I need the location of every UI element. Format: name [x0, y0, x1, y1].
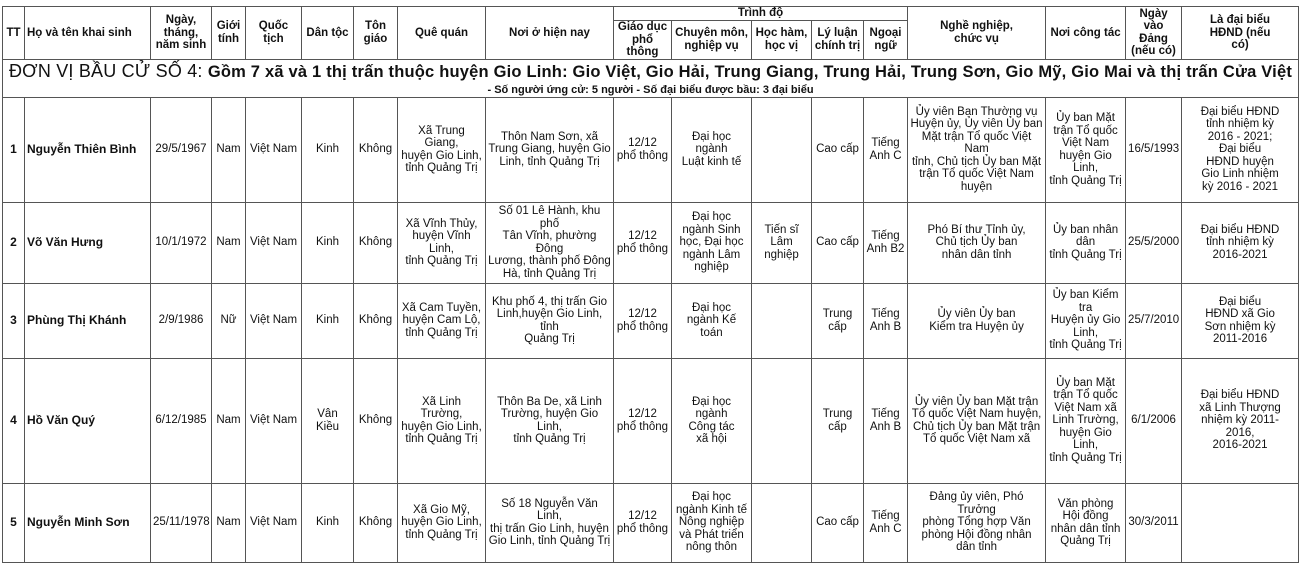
col-party-date: Ngày vào Đảng (nếu có): [1126, 7, 1182, 60]
table-row: [3, 358, 1299, 483]
cell-general-edu: 12/12 phổ thông: [614, 483, 672, 562]
table-row: [3, 283, 1299, 358]
cell-academic: [752, 483, 812, 562]
cell-workplace: Ủy ban nhân dân tỉnh Quảng Trị: [1046, 202, 1126, 283]
candidate-table: [2, 6, 1299, 563]
cell-nationality: Việt Nam: [246, 483, 302, 562]
cell-gender: Nam: [212, 97, 246, 202]
cell-nationality: Việt Nam: [246, 358, 302, 483]
cell-workplace: Văn phòng Hội đồng nhân dân tỉnh Quảng Trị: [1046, 483, 1126, 562]
cell-hometown: Xã Cam Tuyền, huyện Cam Lộ, tỉnh Quảng Trị: [398, 283, 486, 358]
unit-title-row: [3, 59, 1299, 84]
col-delegate: Là đại biểu HĐND (nếu có): [1182, 7, 1299, 60]
cell-delegate: Đại biểu HĐND xã Linh Thượng nhiệm kỳ 2011- 2016, 2016-2021: [1182, 358, 1299, 483]
cell-gender: Nữ: [212, 283, 246, 358]
cell-tt: 2: [3, 202, 25, 283]
cell-delegate: Đại biểu HĐND tỉnh nhiệm kỳ 2016 - 2021; Đại biểu HĐND huyện Gio Linh nhiệm kỳ 2016 - 2021: [1182, 97, 1299, 202]
cell-specialty: Đại học ngành Công tác xã hội: [672, 358, 752, 483]
col-tt: TT: [3, 7, 25, 60]
cell-nationality: Việt Nam: [246, 283, 302, 358]
cell-general-edu: 12/12 phổ thông: [614, 283, 672, 358]
col-residence: Nơi ở hiện nay: [486, 7, 614, 60]
cell-occupation: Ủy viên Ban Thường vụ Huyện ủy, Ủy viên Ủy ban Mặt trận Tổ quốc Việt Nam tỉnh, Chủ tịch Ủy ban Mặt trận Tổ quốc Việt Nam huyện: [908, 97, 1046, 202]
cell-political: Cao cấp: [812, 97, 864, 202]
cell-dob: 25/11/1978: [151, 483, 212, 562]
cell-party-date: 30/3/2011: [1126, 483, 1182, 562]
cell-workplace: Ủy ban Mặt trận Tổ quốc Việt Nam huyện Gio Linh, tỉnh Quảng Trị: [1046, 97, 1126, 202]
cell-tt: 3: [3, 283, 25, 358]
cell-nationality: Việt Nam: [246, 202, 302, 283]
col-language: Ngoại ngữ: [864, 21, 908, 60]
cell-gender: Nam: [212, 483, 246, 562]
col-religion: Tôn giáo: [354, 7, 398, 60]
col-nationality: Quốc tịch: [246, 7, 302, 60]
cell-residence: Thôn Ba De, xã Linh Trường, huyện Gio Linh, tỉnh Quảng Trị: [486, 358, 614, 483]
cell-ethnicity: Kinh: [302, 483, 354, 562]
cell-name: Phùng Thị Khánh: [25, 283, 151, 358]
unit-subtitle-row: [3, 84, 1299, 98]
cell-general-edu: 12/12 phổ thông: [614, 202, 672, 283]
cell-name: Hồ Văn Quý: [25, 358, 151, 483]
cell-tt: 4: [3, 358, 25, 483]
cell-language: Tiếng Anh B: [864, 358, 908, 483]
cell-party-date: 6/1/2006: [1126, 358, 1182, 483]
cell-ethnicity: Vân Kiều: [302, 358, 354, 483]
cell-dob: 6/12/1985: [151, 358, 212, 483]
cell-occupation: Phó Bí thư Tỉnh ủy, Chủ tịch Ủy ban nhân dân tỉnh: [908, 202, 1046, 283]
cell-name: Võ Văn Hưng: [25, 202, 151, 283]
cell-hometown: Xã Gio Mỹ, huyện Gio Linh, tỉnh Quảng Trị: [398, 483, 486, 562]
col-group-trinh-do: Trình độ: [614, 7, 908, 21]
cell-nationality: Việt Nam: [246, 97, 302, 202]
cell-delegate: [1182, 483, 1299, 562]
cell-specialty: Đại học ngành Sinh học, Đại học ngành Lâm nghiệp: [672, 202, 752, 283]
cell-political: Cao cấp: [812, 483, 864, 562]
col-workplace: Nơi công tác: [1046, 7, 1126, 60]
table-row: [3, 202, 1299, 283]
cell-occupation: Ủy viên Ủy ban Mặt trận Tổ quốc Việt Nam huyện, Chủ tịch Ủy ban Mặt trận Tổ quốc Việt Nam xã: [908, 358, 1046, 483]
col-name: Họ và tên khai sinh: [25, 7, 151, 60]
cell-residence: Khu phố 4, thị trấn Gio Linh,huyện Gio Linh, tỉnh Quảng Trị: [486, 283, 614, 358]
cell-language: Tiếng Anh C: [864, 483, 908, 562]
unit-subtitle: - Số người ứng cử: 5 người - Số đại biểu được bầu: 3 đại biểu: [3, 84, 1299, 98]
cell-hometown: Xã Vĩnh Thủy, huyện Vĩnh Linh, tỉnh Quảng Trị: [398, 202, 486, 283]
table-row: [3, 483, 1299, 562]
col-ethnicity: Dân tộc: [302, 7, 354, 60]
cell-religion: Không: [354, 483, 398, 562]
cell-ethnicity: Kinh: [302, 97, 354, 202]
cell-general-edu: 12/12 phổ thông: [614, 97, 672, 202]
col-general-edu: Giáo dục phổ thông: [614, 21, 672, 60]
cell-political: Trung cấp: [812, 358, 864, 483]
cell-party-date: 25/7/2010: [1126, 283, 1182, 358]
cell-political: Trung cấp: [812, 283, 864, 358]
cell-gender: Nam: [212, 202, 246, 283]
cell-ethnicity: Kinh: [302, 202, 354, 283]
cell-language: Tiếng Anh B: [864, 283, 908, 358]
col-hometown: Quê quán: [398, 7, 486, 60]
cell-religion: Không: [354, 283, 398, 358]
cell-language: Tiếng Anh C: [864, 97, 908, 202]
cell-occupation: Đảng ủy viên, Phó Trưởng phòng Tổng hợp Văn phòng Hội đồng nhân dân tỉnh: [908, 483, 1046, 562]
cell-residence: Số 01 Lê Hành, khu phố Tân Vĩnh, phường Đông Lương, thành phố Đông Hà, tỉnh Quảng Trị: [486, 202, 614, 283]
cell-workplace: Ủy ban Mặt trận Tổ quốc Việt Nam xã Linh Trường, huyện Gio Linh, tỉnh Quảng Trị: [1046, 358, 1126, 483]
col-political: Lý luận chính trị: [812, 21, 864, 60]
cell-residence: Số 18 Nguyễn Văn Linh, thị trấn Gio Linh, huyện Gio Linh, tỉnh Quảng Trị: [486, 483, 614, 562]
cell-tt: 1: [3, 97, 25, 202]
col-dob: Ngày, tháng, năm sinh: [151, 7, 212, 60]
cell-dob: 10/1/1972: [151, 202, 212, 283]
cell-dob: 29/5/1967: [151, 97, 212, 202]
cell-general-edu: 12/12 phổ thông: [614, 358, 672, 483]
cell-ethnicity: Kinh: [302, 283, 354, 358]
cell-hometown: Xã Linh Trường, huyện Gio Linh, tỉnh Quảng Trị: [398, 358, 486, 483]
cell-specialty: Đại học ngành Kế toán: [672, 283, 752, 358]
cell-workplace: Ủy ban Kiểm tra Huyện ủy Gio Linh, tỉnh Quảng Trị: [1046, 283, 1126, 358]
cell-delegate: Đại biểu HĐND xã Gio Sơn nhiệm kỳ 2011-2016: [1182, 283, 1299, 358]
cell-academic: [752, 97, 812, 202]
cell-academic: [752, 283, 812, 358]
cell-delegate: Đại biểu HĐND tỉnh nhiệm kỳ 2016-2021: [1182, 202, 1299, 283]
cell-tt: 5: [3, 483, 25, 562]
cell-academic: Tiến sĩ Lâm nghiệp: [752, 202, 812, 283]
cell-name: Nguyễn Thiên Bình: [25, 97, 151, 202]
col-occupation: Nghề nghiệp, chức vụ: [908, 7, 1046, 60]
cell-specialty: Đại học ngành Kinh tế Nông nghiệp và Phát triển nông thôn: [672, 483, 752, 562]
cell-name: Nguyễn Minh Sơn: [25, 483, 151, 562]
header-row-top: [3, 7, 1299, 21]
cell-party-date: 16/5/1993: [1126, 97, 1182, 202]
unit-title-rest: Gồm 7 xã và 1 thị trấn thuộc huyện Gio Linh: Gio Việt, Gio Hải, Trung Giang, Trung Hải, Trung Sơn, Gio Mỹ, Gio Mai và thị trấn Cửa Việt: [207, 63, 1293, 81]
cell-religion: Không: [354, 358, 398, 483]
col-specialty: Chuyên môn, nghiệp vụ: [672, 21, 752, 60]
cell-language: Tiếng Anh B2: [864, 202, 908, 283]
unit-title: [3, 59, 1299, 84]
cell-residence: Thôn Nam Sơn, xã Trung Giang, huyện Gio Linh, tỉnh Quảng Trị: [486, 97, 614, 202]
cell-party-date: 25/5/2000: [1126, 202, 1182, 283]
cell-gender: Nam: [212, 358, 246, 483]
cell-dob: 2/9/1986: [151, 283, 212, 358]
cell-religion: Không: [354, 202, 398, 283]
cell-religion: Không: [354, 97, 398, 202]
cell-specialty: Đại học ngành Luật kinh tế: [672, 97, 752, 202]
table-row: [3, 97, 1299, 202]
cell-occupation: Ủy viên Ủy ban Kiểm tra Huyện ủy: [908, 283, 1046, 358]
cell-political: Cao cấp: [812, 202, 864, 283]
col-academic: Học hàm, học vị: [752, 21, 812, 60]
unit-title-prefix: ĐƠN VỊ BẦU CỬ SỐ 4:: [8, 61, 208, 81]
col-gender: Giới tính: [212, 7, 246, 60]
cell-academic: [752, 358, 812, 483]
cell-hometown: Xã Trung Giang, huyện Gio Linh, tỉnh Quảng Trị: [398, 97, 486, 202]
